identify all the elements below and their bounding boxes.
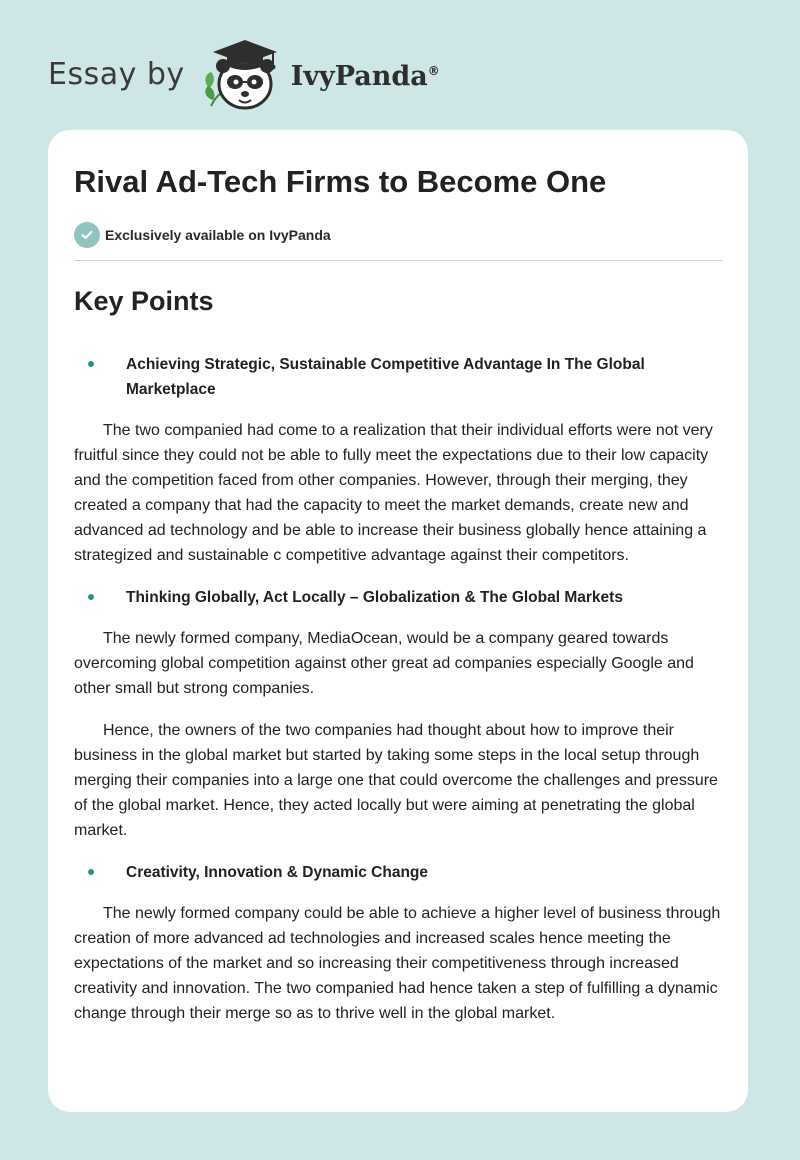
panda-logo-icon [199, 36, 287, 112]
key-point-heading: Thinking Globally, Act Locally – Globalization & The Global Markets [126, 589, 623, 606]
brand-name [291, 61, 440, 92]
key-point-item [74, 585, 722, 610]
paragraph: The newly formed company, MediaOcean, would be a company geared towards overcoming global competition against other great ad companies especially Google and other small but strong companies. [74, 630, 694, 697]
registered-mark: ® [427, 63, 440, 78]
brand-header [48, 36, 440, 112]
essay-card [48, 130, 748, 1112]
page-title: Rival Ad-Tech Firms to Become One [74, 164, 607, 199]
paragraph: Hence, the owners of the two companies had thought about how to improve their business in the global market but started by taking some steps in the local setup through merging their companies into a large one that could overcome the challenges and pressure of the global market. Hence, they acted locally but were aiming at penetrating the global market. [74, 722, 718, 839]
title-divider [74, 260, 722, 261]
key-point-item [74, 860, 722, 885]
exclusive-label: Exclusively available on IvyPanda [105, 227, 331, 243]
paragraph: The two companied had come to a realization that their individual efforts were not very fruitful since they could not be able to fully meet the expectations due to their low capacity and the competition faced from other companies. However, through their merging, they created a company that had the capacity to meet the market demands, create new and advanced ad technology and be able to increase their business globally hence attaining a strategized and sustainable c competitive advantage against their competitors. [74, 422, 713, 564]
key-point-heading: Creativity, Innovation & Dynamic Change [126, 864, 429, 881]
key-points-heading: Key Points [74, 286, 214, 316]
key-point-heading: Achieving Strategic, Sustainable Competitive Advantage In The Global Marketplace [126, 356, 645, 398]
exclusive-badge [74, 222, 331, 248]
essay-by-label: Essay by [48, 56, 185, 92]
key-point-item [74, 352, 722, 402]
brand-name-text: IvyPanda [290, 60, 428, 92]
paragraph: The newly formed company could be able to achieve a higher level of business through creation of more advanced ad technologies and increased scales hence meeting the expectations of the market and so increasing their competitiveness through increased creativity and innovation. The two companied had hence taken a step of fulfilling a dynamic change through their merge so as to thrive well in the global market. [74, 905, 721, 1022]
essay-content [74, 282, 722, 1043]
check-icon [74, 222, 100, 248]
